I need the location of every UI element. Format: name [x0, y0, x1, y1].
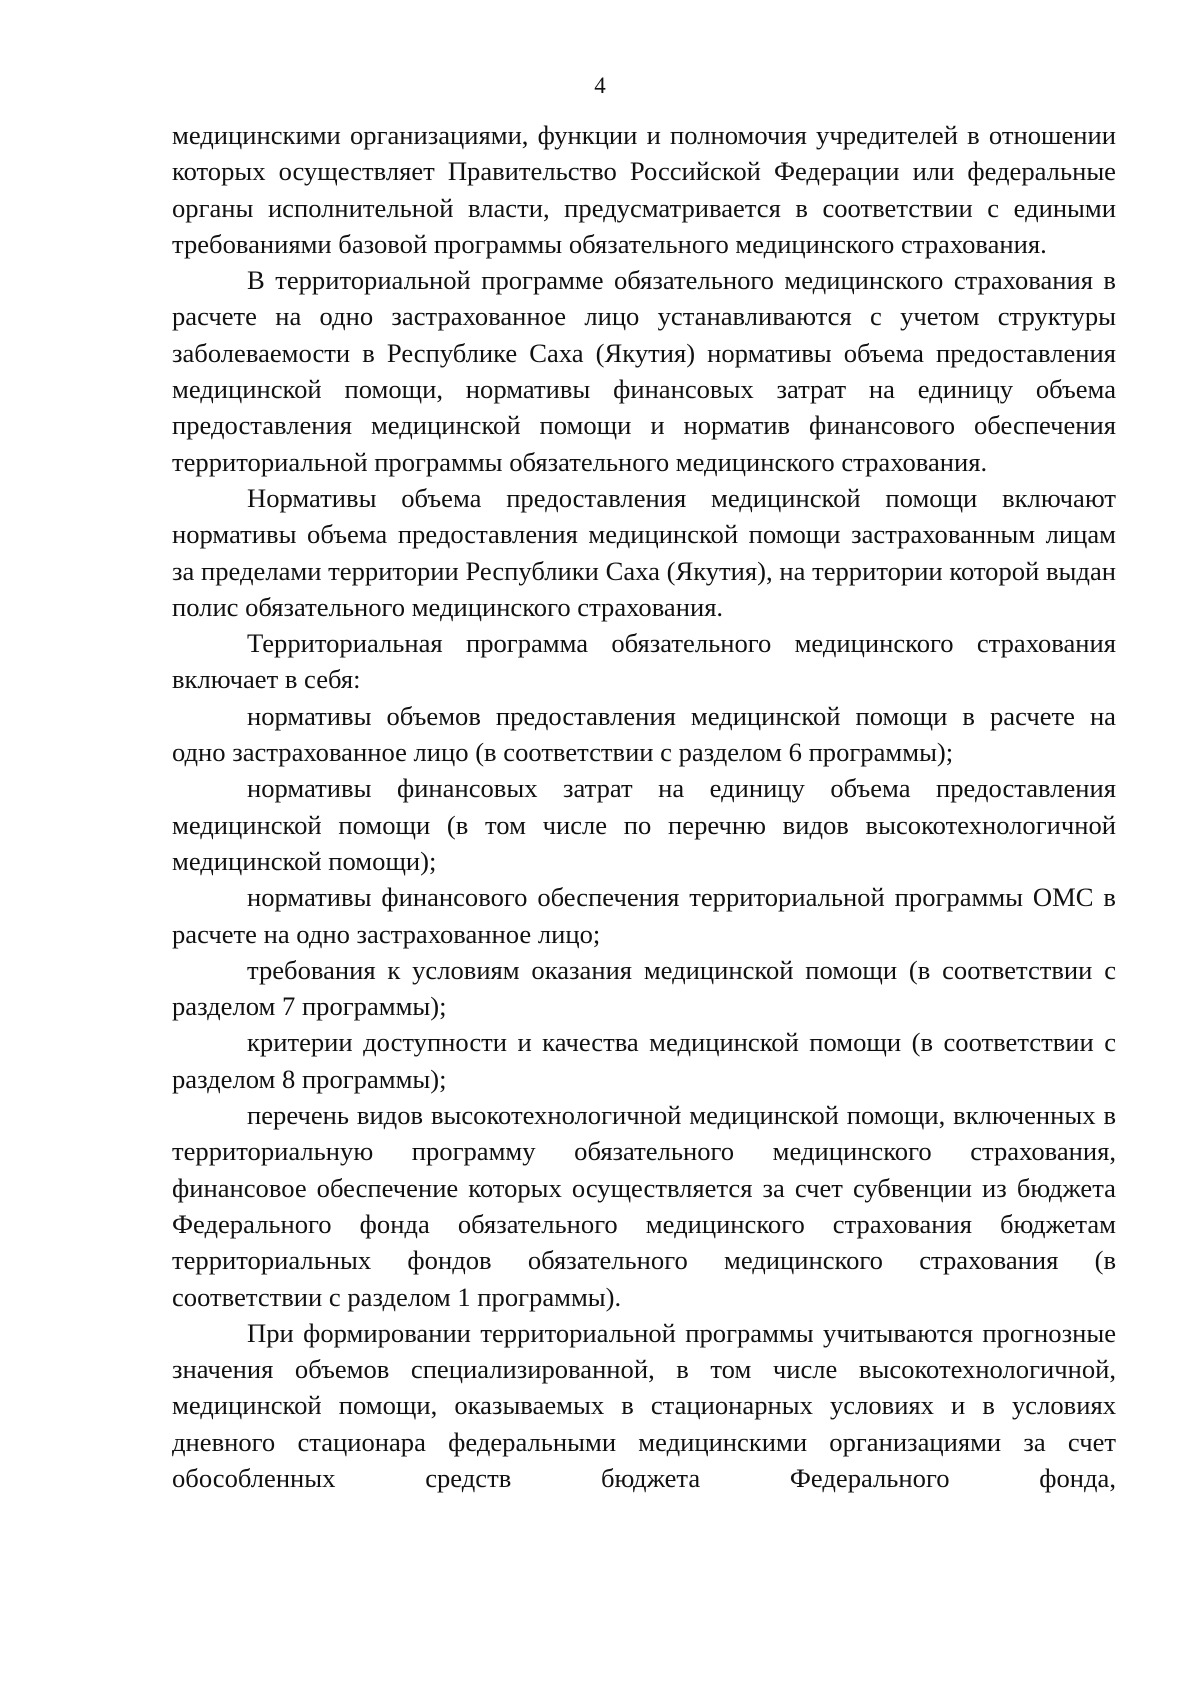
paragraph-5: При формировании территориальной программы учитываются прогнозные значения объемов специализированной, в том числе высокотехнологичной, медицинской помощи, оказываемых в стационарных условиях и в условиях дневного стационара федеральными медицинскими организациями за счет обособленных средств бюджета Федерального фонда,	[172, 1317, 1116, 1493]
document-body	[172, 117, 1116, 1496]
list-item-4: требования к условиям оказания медицинской помощи (в соответствии с разделом 7 программы);	[172, 954, 1116, 1022]
list-item-3: нормативы финансового обеспечения территориальной программы ОМС в расчете на одно застрахованное лицо;	[172, 882, 1116, 949]
page-number: 4	[594, 73, 606, 98]
paragraph-2: В территориальной программе обязательного медицинского страхования в расчете на одно застрахованное лицо устанавливаются с учетом структуры заболеваемости в Республике Саха (Якутия) нормативы объема предоставления медицинской помощи, нормативы финансовых затрат на единицу объема предоставления медицинской помощи и норматив финансового обеспечения территориальной программы обязательного медицинского страхования.	[172, 265, 1116, 477]
list-item-1: нормативы объемов предоставления медицинской помощи в расчете на одно застрахованное лицо (в соответствии с разделом 6 программы);	[172, 700, 1116, 768]
list-item-5: критерии доступности и качества медицинской помощи (в соответствии с разделом 8 программы);	[172, 1027, 1116, 1094]
list-item-2: нормативы финансовых затрат на единицу объема предоставления медицинской помощи (в том числе по перечню видов высокотехнологичной медицинской помощи);	[172, 773, 1116, 876]
paragraph-1: медицинскими организациями, функции и полномочия учредителей в отношении которых осуществляет Правительство Российской Федерации или федеральные органы исполнительной власти, предусматривается в соответствии с едиными требованиями базовой программы обязательного медицинского страхования.	[172, 120, 1116, 259]
list-item-6: перечень видов высокотехнологичной медицинской помощи, включенных в территориальную программу обязательного медицинского страхования, финансовое обеспечение которых осуществляется за счет субвенции из бюджета Федерального фонда обязательного медицинского страхования бюджетам территориальных фондов обязательного медицинского страхования (в соответствии с разделом 1 программы).	[172, 1100, 1116, 1312]
paragraph-3: Нормативы объема предоставления медицинской помощи включают нормативы объема предоставления медицинской помощи застрахованным лицам за пределами территории Республики Саха (Якутия), на территории которой выдан полис обязательного медицинского страхования.	[172, 482, 1116, 622]
paragraph-4: Территориальная программа обязательного медицинского страхования включает в себя:	[172, 628, 1116, 695]
